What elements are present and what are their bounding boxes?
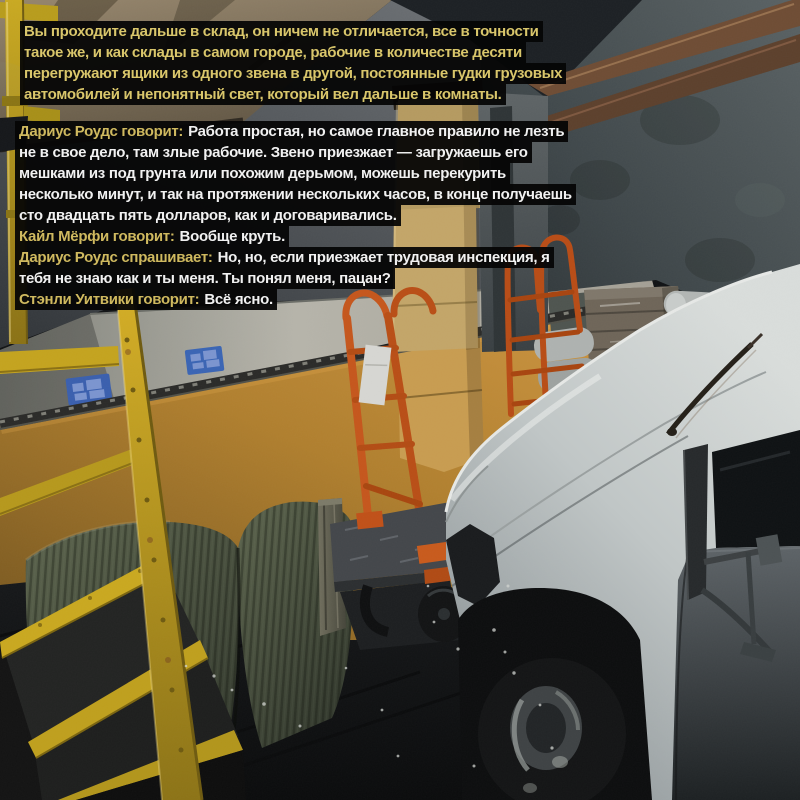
- dialogue-line: [15, 184, 576, 205]
- speech-text: Всё ясно.: [204, 291, 273, 308]
- speaker-name: Стэнли Уитвики говорит:: [19, 291, 200, 308]
- narration-line: [20, 42, 566, 63]
- speech-text: мешками из под грунта или похожим дерьмом, можешь перекурить: [19, 165, 506, 182]
- narration-line: [20, 84, 566, 105]
- speech-text: Вообще круть.: [179, 228, 285, 245]
- dialogue-line: [15, 163, 576, 184]
- dialogue-line: [15, 289, 576, 310]
- dialogue-line: [15, 142, 576, 163]
- speech-text: несколько минут, и так на протяжении нескольких часов, в конце получаешь: [19, 186, 572, 203]
- narration-line: [20, 21, 566, 42]
- speech-text: не в свое дело, там злые рабочие. Звено приезжает — загружаешь его: [19, 144, 528, 161]
- narration-text: такое же, и как склады в самом городе, рабочие в количестве десяти: [24, 44, 522, 61]
- narration-text: перегружают ящики из одного звена в другой, постоянные гудки грузовых: [24, 65, 563, 82]
- narration-text: Вы проходите дальше в склад, он ничем не отличается, все в точности: [24, 23, 539, 40]
- narration-text: автомобилей и непонятный свет, который вел дальше в комнаты.: [24, 86, 502, 103]
- narration-block: [20, 21, 566, 105]
- speaker-name: Кайл Мёрфи говорит:: [19, 228, 175, 245]
- dialogue-line: [15, 247, 576, 268]
- speech-text: тебя не знаю как и ты меня. Ты понял меня, пацан?: [19, 270, 391, 287]
- dialogue-line: [15, 205, 576, 226]
- speech-text: сто двадцать пять долларов, как и договаривались.: [19, 207, 397, 224]
- dialogue-line: [15, 268, 576, 289]
- speaker-name: Дариус Роудс спрашивает:: [19, 249, 213, 266]
- dialogue-line: [15, 226, 576, 247]
- speech-text: Но, но, если приезжает трудовая инспекция, я: [217, 249, 550, 266]
- speaker-name: Дариус Роудс говорит:: [19, 123, 184, 140]
- speech-text: Работа простая, но самое главное правило не лезть: [188, 123, 565, 140]
- narration-line: [20, 63, 566, 84]
- dialogue-block: [15, 121, 576, 310]
- dialogue-line: [15, 121, 576, 142]
